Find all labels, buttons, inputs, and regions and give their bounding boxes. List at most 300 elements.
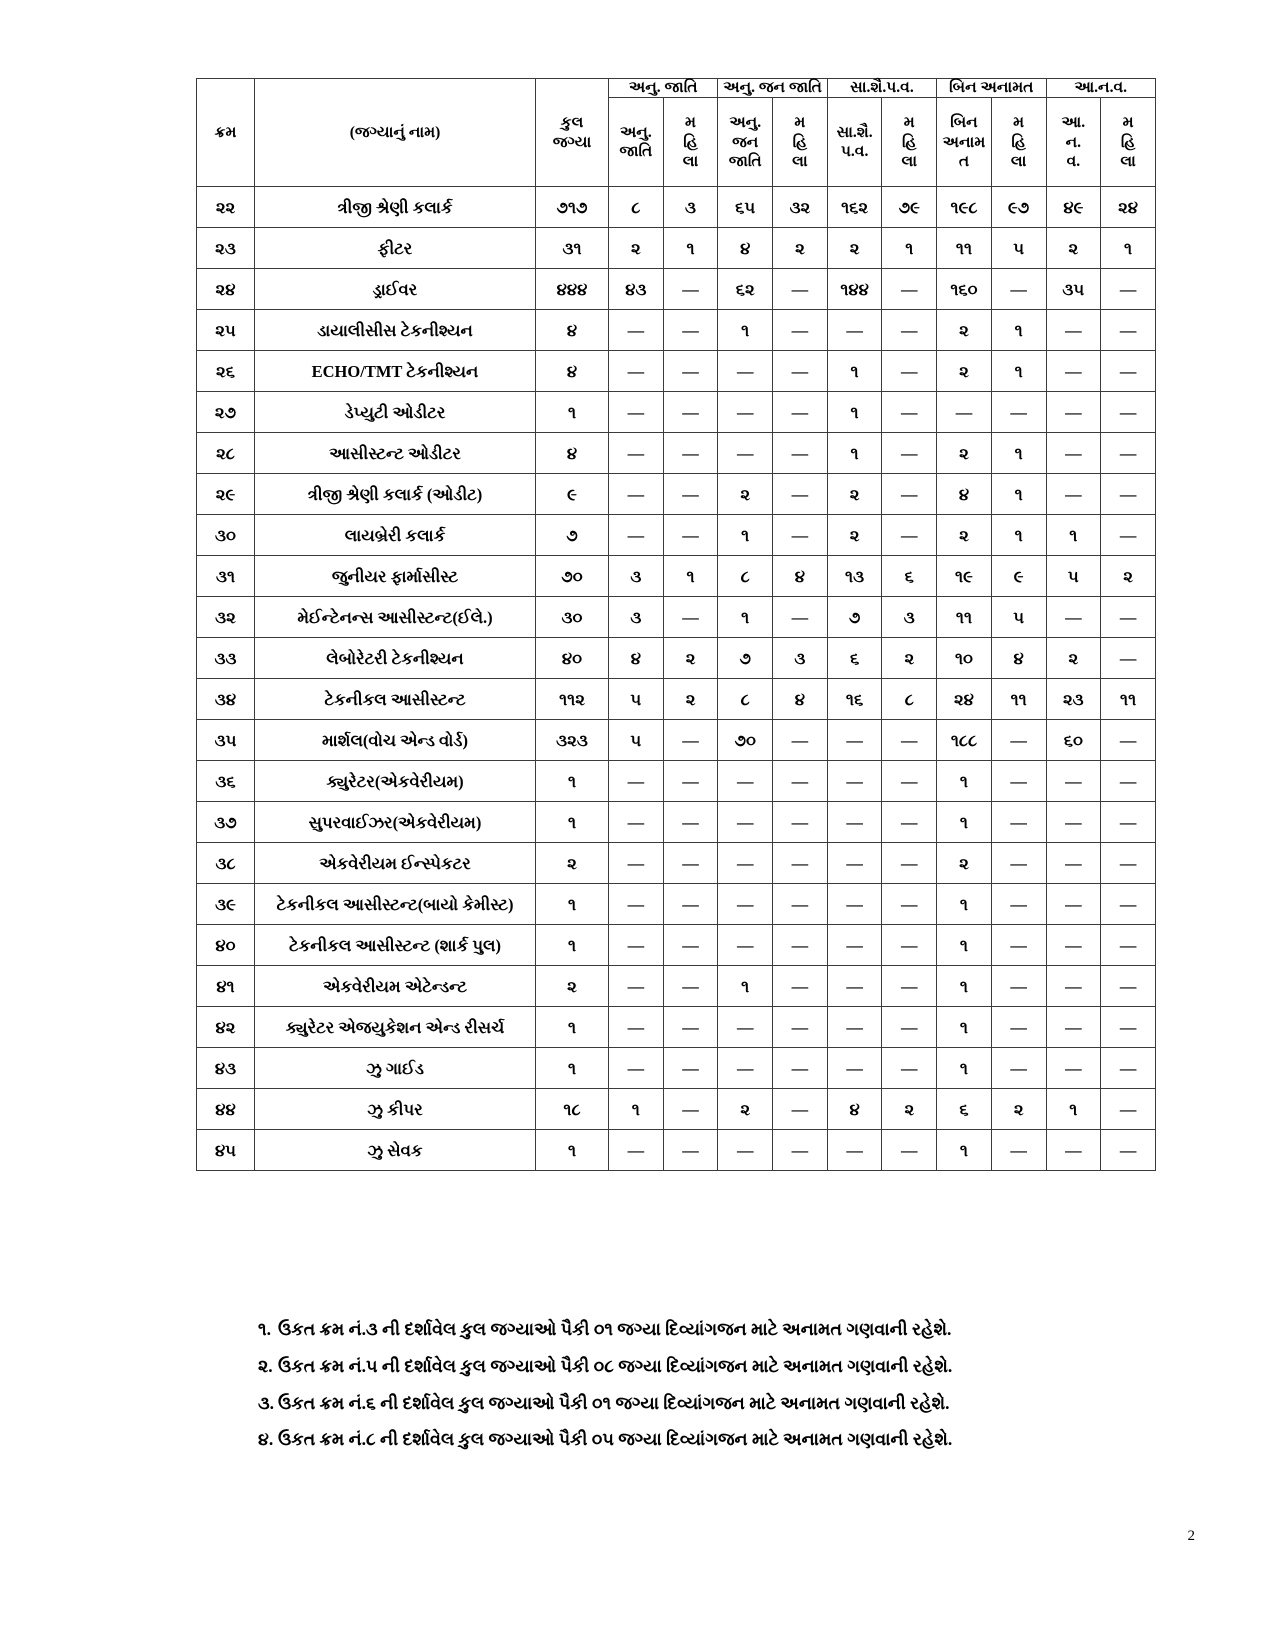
- table-row: [197, 843, 1156, 884]
- cell-sebc-female: —: [882, 720, 937, 761]
- table-row: [197, 1048, 1156, 1089]
- cell-unreserved: ૨: [937, 515, 992, 556]
- female-line2: હિ: [1120, 133, 1136, 151]
- cell-st: —: [718, 351, 773, 392]
- cell-ews-female: —: [1101, 597, 1156, 638]
- cell-sc-female: —: [663, 720, 718, 761]
- cell-unreserved-female: ૧૧: [991, 679, 1046, 720]
- cell-st-female: —: [773, 351, 828, 392]
- cell-sebc-female: —: [882, 515, 937, 556]
- cell-krm: ૨૮: [197, 433, 255, 474]
- footnote-item: [196, 1355, 1156, 1378]
- footnote-number: ૧.: [258, 1319, 271, 1339]
- cell-ews-female: —: [1101, 843, 1156, 884]
- cell-sebc-female: —: [882, 1130, 937, 1171]
- female-line1: મ: [794, 114, 806, 132]
- cell-ews: —: [1046, 597, 1101, 638]
- cell-st: —: [718, 925, 773, 966]
- cell-ews-female: —: [1101, 925, 1156, 966]
- female-line3: લા: [1010, 152, 1027, 170]
- cell-unreserved: ૧૬૦: [937, 269, 992, 310]
- cell-post-name: એકવેરીયમ એટેન્ડન્ટ: [255, 966, 536, 1007]
- cell-st-female: —: [773, 761, 828, 802]
- cell-krm: ૪૦: [197, 925, 255, 966]
- cell-sc: ૪: [609, 638, 664, 679]
- cell-ews-female: —: [1101, 1089, 1156, 1130]
- table-row: [197, 679, 1156, 720]
- header-sub-st-female: [773, 98, 828, 187]
- cell-ews-female: —: [1101, 310, 1156, 351]
- cell-ews-female: —: [1101, 351, 1156, 392]
- cell-sc-female: —: [663, 269, 718, 310]
- cell-sebc-female: —: [882, 392, 937, 433]
- cell-ews-female: —: [1101, 1130, 1156, 1171]
- header-sub-sc-line2: જાતિ: [619, 143, 653, 161]
- cell-unreserved: ૬: [937, 1089, 992, 1130]
- cell-st-female: —: [773, 269, 828, 310]
- cell-unreserved-female: ૧: [991, 474, 1046, 515]
- cell-st-female: —: [773, 474, 828, 515]
- cell-post-name: ટેકનીકલ આસીસ્ટન્ટ(બાયો કેમીસ્ટ): [255, 884, 536, 925]
- cell-ews-female: —: [1101, 1007, 1156, 1048]
- cell-st: ૧: [718, 310, 773, 351]
- cell-sc: —: [609, 392, 664, 433]
- cell-st: ૭૦: [718, 720, 773, 761]
- footnote-item: [196, 1428, 1156, 1451]
- footnote-text: ઉકત ક્રમ નં.૩ ની દર્શાવેલ કુલ જગ્યાઓ પૈકી ૦૧ જગ્યા દિવ્યાંગજન માટે અનામત ગણવાની રહેશે.: [278, 1319, 952, 1339]
- cell-ews: —: [1046, 966, 1101, 1007]
- cell-sc: ૨: [609, 228, 664, 269]
- cell-post-name: ત્રીજી શ્રેણી કલાર્ક (ઓડીટ): [255, 474, 536, 515]
- cell-ews: —: [1046, 884, 1101, 925]
- cell-krm: ૪૩: [197, 1048, 255, 1089]
- cell-ews-female: —: [1101, 966, 1156, 1007]
- cell-sc: —: [609, 351, 664, 392]
- cell-sc-female: —: [663, 802, 718, 843]
- cell-post-name: સુપરવાઈઝર(એકવેરીયમ): [255, 802, 536, 843]
- table-row: [197, 720, 1156, 761]
- cell-unreserved-female: —: [991, 843, 1046, 884]
- cell-st-female: —: [773, 310, 828, 351]
- header-sub-unreserved: [937, 98, 992, 187]
- cell-unreserved: ૧૧: [937, 597, 992, 638]
- cell-st-female: ૩: [773, 638, 828, 679]
- cell-sc-female: —: [663, 597, 718, 638]
- table-row: [197, 187, 1156, 228]
- cell-ews: —: [1046, 843, 1101, 884]
- cell-sc: ૮: [609, 187, 664, 228]
- cell-unreserved-female: —: [991, 761, 1046, 802]
- cell-unreserved-female: ૯: [991, 556, 1046, 597]
- cell-sebc: —: [827, 802, 882, 843]
- cell-sc: ૩: [609, 556, 664, 597]
- cell-st: —: [718, 761, 773, 802]
- cell-st: ૧: [718, 515, 773, 556]
- female-line2: હિ: [902, 133, 917, 151]
- header-sub-ur-line2: અનામ: [942, 133, 986, 151]
- cell-unreserved: ૧: [937, 1130, 992, 1171]
- cell-unreserved: ૨: [937, 433, 992, 474]
- cell-unreserved-female: —: [991, 1130, 1046, 1171]
- cell-ews: ૧: [1046, 1089, 1101, 1130]
- cell-unreserved-female: —: [991, 269, 1046, 310]
- cell-st-female: —: [773, 966, 828, 1007]
- header-sub-sc: [609, 98, 664, 187]
- cell-post-name: ટેકનીકલ આસીસ્ટન્ટ: [255, 679, 536, 720]
- table-row: [197, 474, 1156, 515]
- footnote-item: [196, 1318, 1156, 1341]
- cell-sc-female: —: [663, 1130, 718, 1171]
- cell-total: ૪૦: [536, 638, 609, 679]
- cell-sc-female: ૧: [663, 556, 718, 597]
- cell-sebc-female: ૨: [882, 638, 937, 679]
- table-row: [197, 433, 1156, 474]
- cell-total: ૧: [536, 884, 609, 925]
- table-row: [197, 802, 1156, 843]
- cell-st: ૬૨: [718, 269, 773, 310]
- cell-unreserved-female: ૧: [991, 515, 1046, 556]
- cell-total: ૧: [536, 925, 609, 966]
- cell-st-female: —: [773, 433, 828, 474]
- cell-total: ૧: [536, 1048, 609, 1089]
- cell-unreserved-female: ૫: [991, 597, 1046, 638]
- cell-sebc: —: [827, 1130, 882, 1171]
- cell-unreserved: ૧: [937, 1007, 992, 1048]
- cell-total: ૪૪૪: [536, 269, 609, 310]
- cell-ews-female: ૨૪: [1101, 187, 1156, 228]
- cell-ews-female: —: [1101, 720, 1156, 761]
- cell-total: ૧૮: [536, 1089, 609, 1130]
- cell-st-female: —: [773, 720, 828, 761]
- cell-unreserved: ૧૯૮: [937, 187, 992, 228]
- cell-sebc-female: —: [882, 925, 937, 966]
- footnote-number: ૨.: [258, 1355, 273, 1376]
- header-sub-ews-line2: ન.: [1065, 133, 1082, 151]
- table-row: [197, 1130, 1156, 1171]
- cell-unreserved-female: —: [991, 1007, 1046, 1048]
- cell-st: ૧: [718, 966, 773, 1007]
- cell-unreserved-female: ૪: [991, 638, 1046, 679]
- cell-sebc-female: —: [882, 843, 937, 884]
- cell-ews: —: [1046, 1130, 1101, 1171]
- cell-krm: ૨૪: [197, 269, 255, 310]
- cell-sc: ૫: [609, 679, 664, 720]
- cell-sebc: ૨: [827, 515, 882, 556]
- table-body: [197, 187, 1156, 1171]
- cell-post-name: લેબોરેટરી ટેકનીશ્યન: [255, 638, 536, 679]
- cell-sebc: —: [827, 966, 882, 1007]
- cell-sc: —: [609, 1007, 664, 1048]
- cell-sebc: ૨: [827, 228, 882, 269]
- header-group-unreserved: બિન અનામત: [937, 79, 1046, 98]
- cell-sebc: —: [827, 1048, 882, 1089]
- table-row: [197, 1089, 1156, 1130]
- cell-krm: ૨૩: [197, 228, 255, 269]
- female-line3: લા: [792, 152, 808, 170]
- cell-krm: ૩૩: [197, 638, 255, 679]
- female-line2: હિ: [683, 133, 698, 151]
- cell-sc: ૪૩: [609, 269, 664, 310]
- header-total-line2: જગ્યા: [552, 133, 592, 151]
- cell-post-name: ECHO/TMT ટેકનીશ્યન: [255, 351, 536, 392]
- cell-total: ૧: [536, 1007, 609, 1048]
- cell-sc-female: —: [663, 843, 718, 884]
- cell-st: —: [718, 1130, 773, 1171]
- cell-sebc-female: —: [882, 433, 937, 474]
- cell-ews-female: —: [1101, 392, 1156, 433]
- cell-st: ૪: [718, 228, 773, 269]
- cell-st-female: ૪: [773, 556, 828, 597]
- cell-sc-female: ૨: [663, 679, 718, 720]
- cell-sc: ૧: [609, 1089, 664, 1130]
- vacancy-table: [196, 78, 1156, 1171]
- cell-krm: ૪૪: [197, 1089, 255, 1130]
- cell-unreserved: —: [937, 392, 992, 433]
- cell-st: ૬૫: [718, 187, 773, 228]
- cell-ews: ૪૯: [1046, 187, 1101, 228]
- cell-unreserved-female: —: [991, 1048, 1046, 1089]
- cell-unreserved-female: —: [991, 720, 1046, 761]
- header-sub-ews-female: [1101, 98, 1156, 187]
- table-row: [197, 966, 1156, 1007]
- cell-sc: —: [609, 310, 664, 351]
- cell-sebc: ૨: [827, 474, 882, 515]
- cell-st-female: —: [773, 515, 828, 556]
- cell-post-name: ડાયાલીસીસ ટેકનીશ્યન: [255, 310, 536, 351]
- footnote-text: ઉકત ક્રમ નં.૫ ની દર્શાવેલ કુલ જગ્યાઓ પૈકી ૦૮ જગ્યા દિવ્યાંગજન માટે અનામત ગણવાની રહેશે.: [278, 1355, 953, 1376]
- cell-sc: —: [609, 1048, 664, 1089]
- cell-sebc: ૧૬૨: [827, 187, 882, 228]
- cell-total: ૩૧: [536, 228, 609, 269]
- cell-sc: —: [609, 433, 664, 474]
- cell-sebc: ૧૪૪: [827, 269, 882, 310]
- cell-sc-female: —: [663, 515, 718, 556]
- header-sub-ews-line3: વ.: [1066, 152, 1081, 170]
- cell-total: ૨: [536, 843, 609, 884]
- cell-krm: ૩૬: [197, 761, 255, 802]
- cell-krm: ૩૭: [197, 802, 255, 843]
- cell-krm: ૩૧: [197, 556, 255, 597]
- cell-sebc-female: —: [882, 1007, 937, 1048]
- cell-ews-female: —: [1101, 474, 1156, 515]
- table-row: [197, 228, 1156, 269]
- female-line3: લા: [901, 152, 918, 170]
- header-total-line1: કુલ: [560, 114, 584, 132]
- cell-unreserved: ૧૮૮: [937, 720, 992, 761]
- cell-sc: ૫: [609, 720, 664, 761]
- vacancy-table-container: [196, 78, 1156, 1171]
- cell-sebc: —: [827, 761, 882, 802]
- cell-sebc-female: ૩: [882, 597, 937, 638]
- footnote-number: ૩.: [258, 1392, 275, 1413]
- cell-post-name: ક્યુરેટર એજયુકેશન એન્ડ રીસર્ચ: [255, 1007, 536, 1048]
- cell-krm: ૩૮: [197, 843, 255, 884]
- cell-st: ૭: [718, 638, 773, 679]
- cell-post-name: એકવેરીયમ ઈન્સ્પેકટર: [255, 843, 536, 884]
- cell-sc: —: [609, 761, 664, 802]
- cell-krm: ૩૦: [197, 515, 255, 556]
- cell-ews: —: [1046, 392, 1101, 433]
- footnote-item: [196, 1392, 1156, 1415]
- header-sub-sc-line1: અનુ.: [619, 123, 652, 141]
- female-line3: લા: [1120, 152, 1136, 170]
- cell-sc-female: —: [663, 1007, 718, 1048]
- table-row: [197, 351, 1156, 392]
- female-line1: મ: [685, 114, 696, 132]
- cell-st-female: ૩૨: [773, 187, 828, 228]
- cell-total: ૧: [536, 392, 609, 433]
- cell-sebc-female: ૬: [882, 556, 937, 597]
- cell-st-female: —: [773, 1089, 828, 1130]
- header-total-posts: [536, 79, 609, 187]
- cell-unreserved: ૧: [937, 761, 992, 802]
- cell-st-female: —: [773, 1130, 828, 1171]
- cell-st: ૧: [718, 597, 773, 638]
- cell-sc: ૩: [609, 597, 664, 638]
- cell-sc-female: —: [663, 761, 718, 802]
- cell-sc-female: —: [663, 925, 718, 966]
- female-line2: હિ: [792, 133, 808, 151]
- cell-sebc: —: [827, 1007, 882, 1048]
- cell-sc-female: —: [663, 1048, 718, 1089]
- cell-ews: —: [1046, 1007, 1101, 1048]
- cell-sebc: —: [827, 884, 882, 925]
- cell-unreserved: ૨૪: [937, 679, 992, 720]
- female-line1: મ: [1122, 114, 1134, 132]
- cell-total: ૩૦: [536, 597, 609, 638]
- cell-sc: —: [609, 966, 664, 1007]
- cell-krm: ૪૧: [197, 966, 255, 1007]
- cell-sc: —: [609, 843, 664, 884]
- cell-ews-female: —: [1101, 1048, 1156, 1089]
- cell-unreserved-female: —: [991, 802, 1046, 843]
- cell-total: ૧: [536, 802, 609, 843]
- cell-ews-female: —: [1101, 515, 1156, 556]
- cell-st-female: —: [773, 1007, 828, 1048]
- cell-post-name: ડેપ્યુટી ઓડીટર: [255, 392, 536, 433]
- cell-sebc-female: —: [882, 802, 937, 843]
- footnote-text: ઉકત ક્રમ નં.૬ ની દર્શાવેલ કુલ જગ્યાઓ પૈકી ૦૧ જગ્યા દિવ્યાંગજન માટે અનામત ગણવાની રહેશે.: [278, 1392, 950, 1413]
- cell-sebc-female: ૭૯: [882, 187, 937, 228]
- table-header: [197, 79, 1156, 187]
- cell-sc-female: ૩: [663, 187, 718, 228]
- cell-ews: —: [1046, 310, 1101, 351]
- cell-ews: ૩૫: [1046, 269, 1101, 310]
- cell-st-female: —: [773, 925, 828, 966]
- cell-sebc-female: —: [882, 761, 937, 802]
- cell-unreserved-female: ૧: [991, 310, 1046, 351]
- cell-krm: ૩૨: [197, 597, 255, 638]
- cell-st-female: —: [773, 884, 828, 925]
- header-sub-sc-female: [663, 98, 718, 187]
- page-number: 2: [1187, 1528, 1195, 1544]
- cell-ews: ૨: [1046, 638, 1101, 679]
- header-group-ews: આ.ન.વ.: [1046, 79, 1156, 98]
- cell-st: —: [718, 1007, 773, 1048]
- cell-ews-female: ૧: [1101, 228, 1156, 269]
- cell-total: ૧: [536, 761, 609, 802]
- cell-ews: —: [1046, 761, 1101, 802]
- header-sub-sebc-line1: સા.શૈ.: [836, 123, 873, 141]
- cell-sc: —: [609, 1130, 664, 1171]
- cell-unreserved-female: —: [991, 884, 1046, 925]
- cell-st-female: ૪: [773, 679, 828, 720]
- header-krm: ક્રમ: [197, 79, 255, 187]
- female-line1: મ: [1013, 114, 1025, 132]
- female-line3: લા: [682, 152, 699, 170]
- table-row: [197, 925, 1156, 966]
- table-row: [197, 597, 1156, 638]
- cell-ews: ૨૩: [1046, 679, 1101, 720]
- cell-total: ૨: [536, 966, 609, 1007]
- header-post-name: (જગ્યાનું નામ): [255, 79, 536, 187]
- cell-sebc: ૧: [827, 392, 882, 433]
- cell-krm: ૨૫: [197, 310, 255, 351]
- cell-st-female: —: [773, 597, 828, 638]
- cell-sebc-female: —: [882, 310, 937, 351]
- cell-st: ૮: [718, 556, 773, 597]
- table-row: [197, 392, 1156, 433]
- table-row: [197, 638, 1156, 679]
- cell-ews: ૨: [1046, 228, 1101, 269]
- cell-post-name: ફીટર: [255, 228, 536, 269]
- cell-total: ૭૦: [536, 556, 609, 597]
- header-group-row: [197, 79, 1156, 98]
- cell-sebc: ૧: [827, 433, 882, 474]
- female-line1: મ: [903, 114, 915, 132]
- cell-unreserved-female: ૯૭: [991, 187, 1046, 228]
- cell-krm: ૨૨: [197, 187, 255, 228]
- header-sub-st-line3: જાતિ: [728, 152, 762, 170]
- cell-sebc: ૬: [827, 638, 882, 679]
- cell-sc-female: —: [663, 1089, 718, 1130]
- header-group-st: અનુ. જન જાતિ: [718, 79, 827, 98]
- cell-sebc-female: —: [882, 884, 937, 925]
- cell-unreserved: ૧: [937, 966, 992, 1007]
- cell-krm: ૨૭: [197, 392, 255, 433]
- cell-unreserved: ૨: [937, 843, 992, 884]
- cell-ews: —: [1046, 925, 1101, 966]
- cell-total: ૭૧૭: [536, 187, 609, 228]
- cell-total: ૪: [536, 433, 609, 474]
- cell-post-name: ઝુ સેવક: [255, 1130, 536, 1171]
- cell-total: ૯: [536, 474, 609, 515]
- cell-unreserved: ૨: [937, 351, 992, 392]
- table-row: [197, 515, 1156, 556]
- cell-unreserved-female: —: [991, 392, 1046, 433]
- cell-post-name: ઝુ કીપર: [255, 1089, 536, 1130]
- cell-unreserved: ૧૧: [937, 228, 992, 269]
- cell-post-name: આસીસ્ટન્ટ ઓડીટર: [255, 433, 536, 474]
- cell-sebc-female: ૮: [882, 679, 937, 720]
- cell-sc-female: —: [663, 966, 718, 1007]
- cell-sc-female: —: [663, 310, 718, 351]
- cell-st-female: —: [773, 392, 828, 433]
- cell-sebc: —: [827, 310, 882, 351]
- cell-unreserved: ૧: [937, 884, 992, 925]
- header-sub-ews: [1046, 98, 1101, 187]
- cell-krm: ૨૬: [197, 351, 255, 392]
- cell-unreserved: ૧૯: [937, 556, 992, 597]
- header-sub-st-line1: અનુ.: [729, 114, 762, 132]
- header-sub-sebc: [827, 98, 882, 187]
- cell-ews-female: —: [1101, 884, 1156, 925]
- cell-unreserved: ૧: [937, 925, 992, 966]
- cell-krm: ૩૯: [197, 884, 255, 925]
- cell-total: ૧૧૨: [536, 679, 609, 720]
- table-row: [197, 884, 1156, 925]
- header-sub-ur-line3: ત: [958, 152, 970, 170]
